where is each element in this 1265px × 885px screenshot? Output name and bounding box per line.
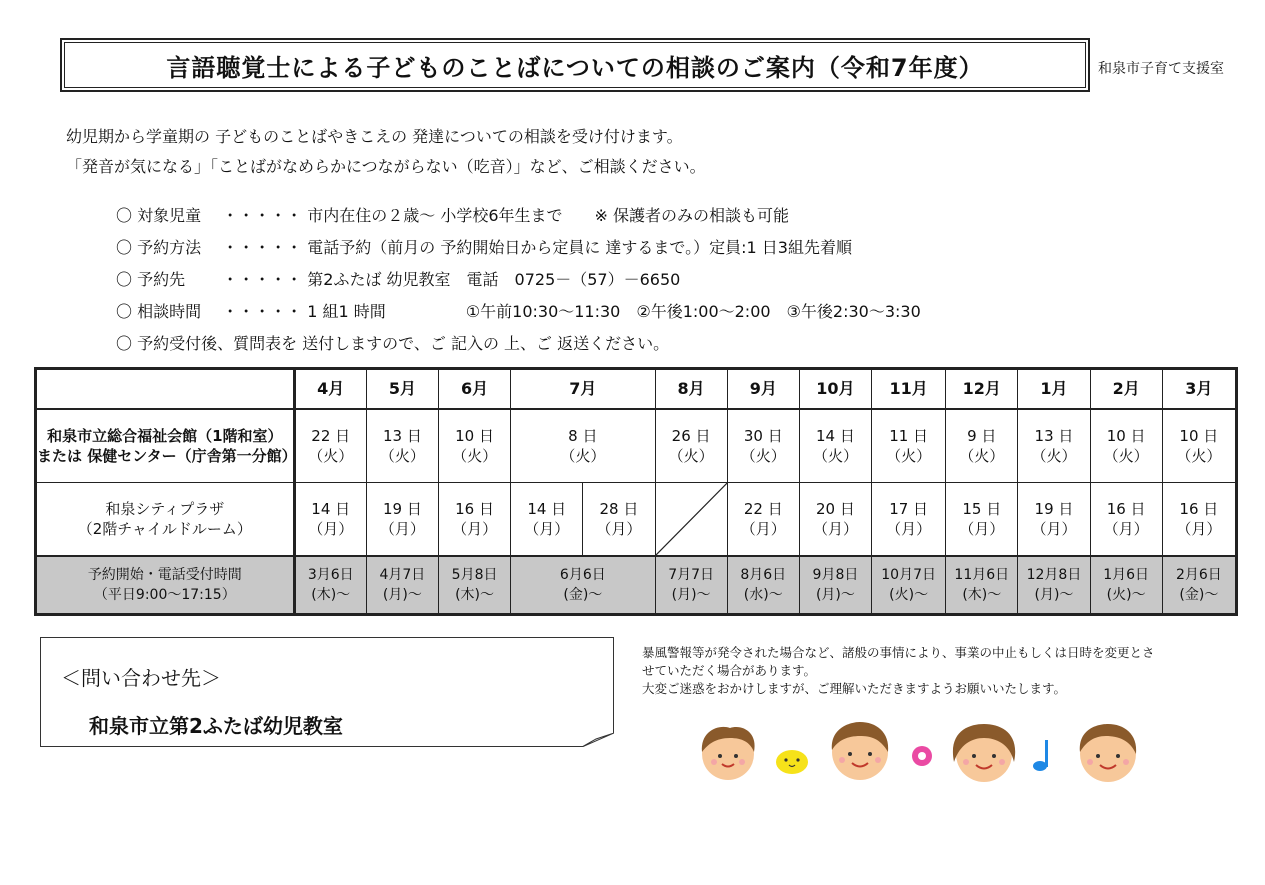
reservation-date: 7月7日 — [668, 567, 715, 583]
reservation-cell — [727, 556, 799, 615]
date-day: 19 日 — [1034, 500, 1074, 518]
date-cell — [438, 409, 510, 483]
date-weekday: （月） — [379, 520, 425, 538]
table-header-row — [36, 369, 1237, 410]
reservation-weekday: (火)～ — [1106, 587, 1146, 603]
date-day: 22 日 — [311, 427, 351, 445]
table-row-welfare-hall — [36, 409, 1237, 483]
date-weekday: （月） — [1176, 520, 1222, 538]
date-day: 16 日 — [1179, 500, 1219, 518]
date-weekday: （月） — [596, 520, 642, 538]
reservation-cell — [438, 556, 510, 615]
date-day: 14 日 — [816, 427, 855, 445]
date-cell — [799, 409, 871, 483]
date-weekday: （火） — [379, 447, 425, 465]
child-face-girl-icon — [953, 724, 1015, 782]
date-day: 15 日 — [962, 500, 1002, 518]
month-header: 1月 — [1018, 369, 1090, 410]
date-cell — [366, 483, 438, 557]
reservation-cell — [366, 556, 438, 615]
page-title: 言語聴覚士による子どものことばについての相談のご案内（令和7年度） — [166, 53, 984, 82]
date-day: 13 日 — [382, 427, 422, 445]
contact-name: 和泉市立第2ふたば幼児教室 — [89, 714, 343, 738]
reservation-weekday: (月)～ — [382, 587, 422, 603]
date-day: 30 日 — [743, 427, 783, 445]
date-cell — [655, 409, 727, 483]
intro-line-2: 「発音が気になる」「ことばがなめらかにつながらない（吃音）」など、ご相談ください。 — [66, 157, 706, 176]
date-weekday: （火） — [308, 447, 354, 465]
info-target-children: 〇 対象児童 ・・・・・ 市内在住の２歳～ 小学校6年生まで ※ 保護者のみの相談も可能 — [116, 206, 790, 225]
date-weekday: （月） — [812, 520, 858, 538]
title-box — [60, 38, 1090, 92]
date-day: 22 日 — [743, 500, 783, 518]
date-cell — [799, 483, 871, 557]
venue-label-line: または 保健センター（庁舎第一分館） — [37, 447, 297, 465]
reservation-cell — [511, 556, 655, 615]
date-weekday: （火） — [959, 447, 1005, 465]
notice-line: 暴風警報等が発令された場合など、諸般の事情により、事業の中止もしくは日時を変更とさ — [642, 645, 1155, 660]
reservation-date: 6月6日 — [559, 567, 606, 583]
date-day: 20 日 — [816, 500, 855, 518]
notice-line: 大変ご迷惑をおかけしますが、ご理解いただきますようお願いいたします。 — [642, 681, 1067, 696]
info-reservation-method: 〇 予約方法 ・・・・・ 電話予約（前月の 予約開始日から定員に 達するまで。）定員:1 日3組先着順 — [116, 238, 852, 257]
reservation-start-label — [36, 556, 295, 615]
date-weekday: （火） — [886, 447, 932, 465]
date-cell — [946, 483, 1018, 557]
reservation-weekday: (木)～ — [962, 587, 1002, 603]
reservation-cell — [1090, 556, 1162, 615]
date-cell — [946, 409, 1018, 483]
date-weekday: （月） — [886, 520, 932, 538]
reservation-weekday: (月)～ — [815, 587, 855, 603]
venue-label-welfare-hall — [36, 409, 295, 483]
music-note-icon — [1033, 740, 1048, 771]
date-cell — [294, 409, 366, 483]
reservation-cell — [946, 556, 1018, 615]
reservation-weekday: (木)～ — [311, 587, 351, 603]
date-weekday: （月） — [524, 520, 570, 538]
header-corner-cell — [36, 369, 295, 410]
date-weekday: （月） — [1103, 520, 1149, 538]
date-weekday: （火） — [452, 447, 498, 465]
reservation-weekday: (火)～ — [889, 587, 929, 603]
reservation-date: 3月6日 — [307, 567, 354, 583]
month-header: 9月 — [727, 369, 799, 410]
reservation-weekday: (金)～ — [1179, 587, 1219, 603]
date-day: 26 日 — [671, 427, 711, 445]
venue-label-line: 和泉シティプラザ — [105, 500, 225, 518]
intro-line-1: 幼児期から学童期の 子どものことばやきこえの 発達についての相談を受け付けます。 — [66, 127, 683, 146]
date-day: 14 日 — [311, 500, 351, 518]
date-day: 10 日 — [455, 427, 494, 445]
organization-name: 和泉市子育て支援室 — [1098, 61, 1224, 77]
date-weekday: （月） — [959, 520, 1005, 538]
date-day: 13 日 — [1034, 427, 1074, 445]
child-face-boy2-icon — [1080, 724, 1136, 782]
date-cell — [872, 483, 946, 557]
date-weekday: （火） — [740, 447, 786, 465]
date-day: 17 日 — [889, 500, 929, 518]
date-day: 14 日 — [527, 500, 567, 518]
date-cell — [511, 409, 655, 483]
date-day: 28 日 — [599, 500, 639, 518]
month-header: 4月 — [294, 369, 366, 410]
reservation-cell — [799, 556, 871, 615]
reservation-cell — [655, 556, 727, 615]
date-day: 16 日 — [1106, 500, 1146, 518]
reservation-cell — [1162, 556, 1236, 615]
info-after-reservation: 〇 予約受付後、質問表を 送付しますので、ご 記入の 上、ご 返送ください。 — [116, 334, 670, 353]
date-cell — [727, 409, 799, 483]
reservation-date: 4月7日 — [379, 567, 426, 583]
info-consult-time: 〇 相談時間 ・・・・・ 1 組1 時間 ①午前10:30～11:30 ②午後1:00～2:00 ③午後2:30～3:30 — [116, 302, 921, 321]
venue-label-city-plaza — [36, 483, 295, 557]
no-session-cell — [655, 483, 727, 557]
info-reservation-contact: 〇 予約先 ・・・・・ 第2ふたば 幼児教室 電話 0725－（57）－6650 — [116, 270, 681, 289]
month-header: 6月 — [438, 369, 510, 410]
date-cell — [294, 483, 366, 557]
contact-box — [40, 637, 614, 747]
month-header: 12月 — [946, 369, 1018, 410]
reservation-date: 10月7日 — [881, 567, 936, 583]
date-cell — [511, 483, 583, 557]
child-face-boy-icon — [832, 722, 888, 780]
date-weekday: （火） — [1031, 447, 1077, 465]
children-illustration — [690, 722, 1150, 782]
date-day: 11 日 — [889, 427, 929, 445]
date-weekday: （火） — [1103, 447, 1149, 465]
schedule-table — [34, 367, 1238, 616]
table-row-reservation-start — [36, 556, 1237, 615]
child-face-curly-icon — [702, 727, 755, 780]
month-header: 3月 — [1162, 369, 1236, 410]
reservation-date: 9月8日 — [812, 567, 859, 583]
reservation-weekday: (水)～ — [743, 587, 783, 603]
reservation-weekday: (木)～ — [455, 587, 495, 603]
date-cell — [1090, 483, 1162, 557]
date-cell — [1018, 409, 1090, 483]
reservation-date: 5月8日 — [451, 567, 498, 583]
date-cell — [872, 409, 946, 483]
reservation-date: 12月8日 — [1026, 567, 1082, 583]
date-day: 16 日 — [455, 500, 494, 518]
reservation-weekday: (月)～ — [1034, 587, 1074, 603]
date-weekday: （火） — [668, 447, 714, 465]
month-header: 2月 — [1090, 369, 1162, 410]
month-header: 5月 — [366, 369, 438, 410]
date-weekday: （月） — [452, 520, 498, 538]
reservation-label-line: （平日9:00～17:15） — [93, 587, 236, 603]
date-cell — [583, 483, 655, 557]
date-day: 8 日 — [568, 427, 598, 445]
reservation-date: 8月6日 — [740, 567, 787, 583]
date-cell — [727, 483, 799, 557]
date-cell — [1162, 409, 1236, 483]
notice-line: せていただく場合があります。 — [642, 663, 817, 678]
venue-label-line: （2階チャイルドルーム） — [77, 520, 252, 538]
reservation-cell — [1018, 556, 1090, 615]
date-day: 9 日 — [967, 427, 997, 445]
reservation-date: 2月6日 — [1175, 567, 1222, 583]
diagonal-line-icon — [656, 483, 727, 555]
date-cell — [1090, 409, 1162, 483]
reservation-date: 1月6日 — [1103, 567, 1150, 583]
notice-text — [642, 644, 1202, 698]
contact-heading: ＜問い合わせ先＞ — [61, 666, 221, 690]
date-day: 10 日 — [1106, 427, 1146, 445]
reservation-weekday: (金)～ — [563, 587, 603, 603]
reservation-date: 11月6日 — [954, 567, 1010, 583]
reservation-weekday: (月)～ — [671, 587, 711, 603]
month-header: 7月 — [511, 369, 655, 410]
date-cell — [438, 483, 510, 557]
date-weekday: （火） — [1176, 447, 1222, 465]
date-cell — [1018, 483, 1090, 557]
date-day: 10 日 — [1179, 427, 1219, 445]
reservation-cell — [872, 556, 946, 615]
date-weekday: （火） — [560, 447, 606, 465]
chick-icon — [776, 750, 808, 774]
month-header: 8月 — [655, 369, 727, 410]
date-weekday: （火） — [812, 447, 858, 465]
page-fold-icon — [582, 733, 614, 747]
date-cell — [366, 409, 438, 483]
flower-icon — [912, 746, 932, 766]
reservation-cell — [294, 556, 366, 615]
date-weekday: （月） — [1031, 520, 1077, 538]
month-header: 10月 — [799, 369, 871, 410]
table-row-city-plaza — [36, 483, 1237, 557]
venue-label-line: 和泉市立総合福祉会館（1階和室） — [47, 427, 283, 445]
date-weekday: （月） — [740, 520, 786, 538]
date-weekday: （月） — [308, 520, 354, 538]
date-cell — [1162, 483, 1236, 557]
reservation-label-line: 予約開始・電話受付時間 — [87, 567, 242, 583]
month-header: 11月 — [872, 369, 946, 410]
date-day: 19 日 — [382, 500, 422, 518]
